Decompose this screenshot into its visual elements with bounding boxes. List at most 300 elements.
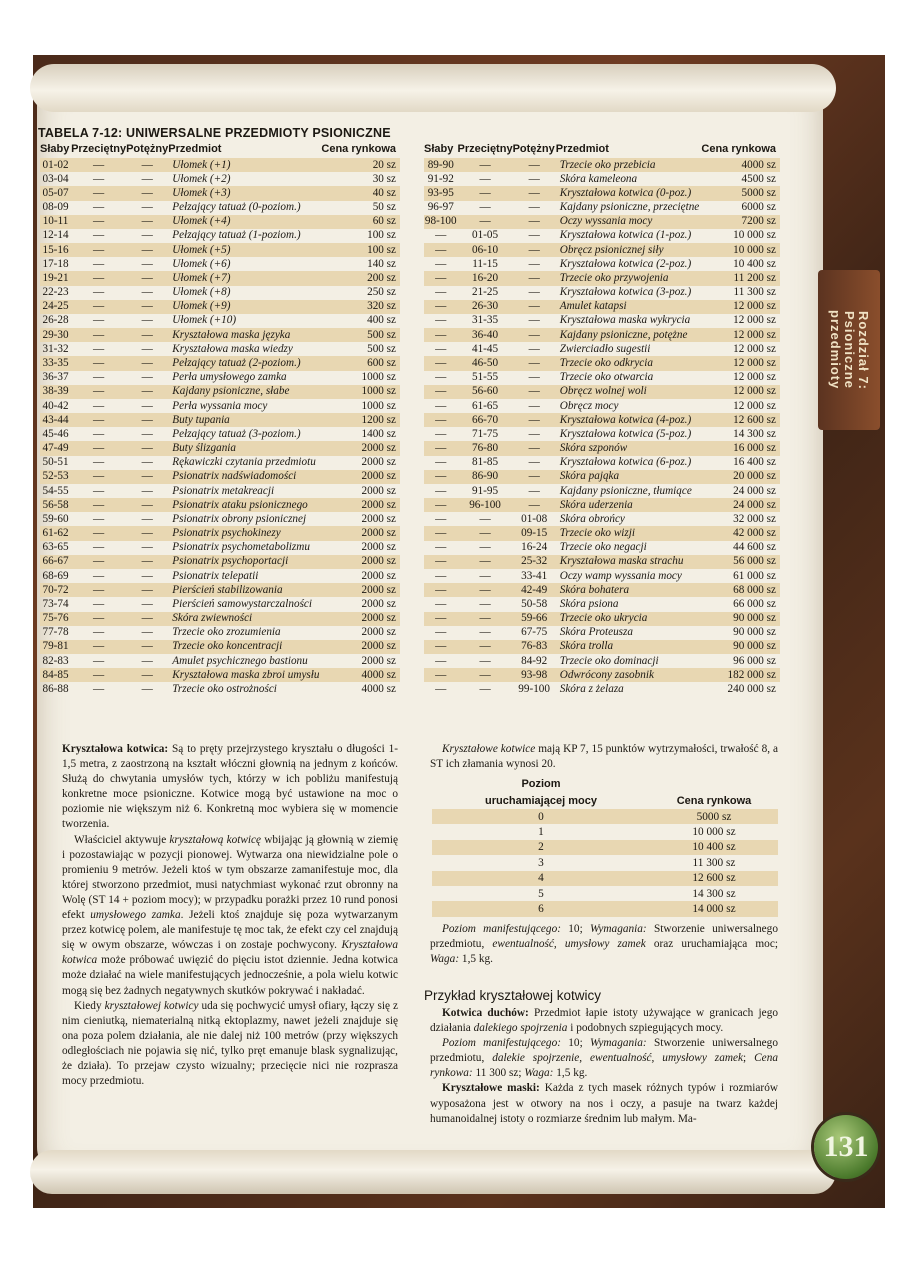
roll-medium: — <box>458 583 513 597</box>
roll-medium: 06-10 <box>458 243 513 257</box>
roll-strong: — <box>126 612 168 626</box>
roll-medium: 31-35 <box>471 314 499 327</box>
table-row <box>40 342 400 356</box>
table-row <box>432 840 778 855</box>
roll-medium: 71-75 <box>471 427 499 440</box>
roll-weak: 52-53 <box>40 470 71 484</box>
table-row <box>432 901 778 916</box>
text: Stworzenie uniwersalnego przedmiotu, <box>430 923 778 951</box>
item-name: Oczy wamp wyssania mocy <box>559 569 682 582</box>
item-name: Kryształowa kotwica (3-poz.) <box>559 286 692 299</box>
roll-strong: — <box>141 541 153 554</box>
table-row <box>432 809 778 824</box>
roll-medium: — <box>92 257 105 270</box>
item-price: 320 sz <box>321 300 400 314</box>
roll-weak: 22-23 <box>42 286 69 299</box>
table-row <box>40 300 400 314</box>
roll-strong: — <box>141 654 153 667</box>
item-name: Trzecie oko ostrożności <box>172 682 277 695</box>
roll-weak: 70-72 <box>40 583 71 597</box>
level-level: 2 <box>432 840 650 855</box>
table-row <box>424 597 780 611</box>
table-row <box>424 484 780 498</box>
roll-weak: 91-92 <box>427 172 454 185</box>
text: umysłowego zamka <box>90 909 181 922</box>
table-row <box>424 399 780 413</box>
item-price: 66 000 sz <box>733 597 776 610</box>
table-row <box>424 612 780 626</box>
item-name: Amulet psychicznego bastionu <box>172 654 308 667</box>
roll-weak: — <box>424 300 458 314</box>
item-name: Ułomek (+2) <box>172 172 231 185</box>
table-row <box>424 257 780 271</box>
table-row <box>40 158 400 172</box>
table-row <box>424 640 780 654</box>
roll-strong: — <box>528 484 540 497</box>
table-row <box>40 512 400 526</box>
table-row <box>424 271 780 285</box>
item-name: Skóra bohatera <box>556 583 702 597</box>
item-name: Ułomek (+8) <box>172 286 231 299</box>
item-price: 4000 sz <box>361 682 396 695</box>
roll-weak: — <box>424 668 458 682</box>
roll-weak: — <box>435 314 447 327</box>
item-name: Trzecie oko wizji <box>556 526 702 540</box>
text: uda się pochwycić umysł ofiary, łączy się z nim cieniutką, niematerialną nitką ektoplazmy, nawet jeżeli znajduje się ona poza polem działania, ale nie dalej niż 100 metrów (przy większych odległościach nie pojawia się nić, tylko pręt emanuje blask sygnalizując, że działa). To przejaw czysto wizualny; przecięcie nici nie rozprasza mocy przedmiotu. <box>62 999 398 1088</box>
table-row <box>40 541 400 555</box>
table-row <box>40 456 400 470</box>
text: ; <box>743 1052 755 1065</box>
item-name: Pełzający tatuaż (1-poziom.) <box>172 229 301 242</box>
table-title: TABELA 7-12: UNIWERSALNE PRZEDMIOTY PSIONICZNE <box>38 126 391 140</box>
table-row <box>40 441 400 455</box>
left-prose <box>62 742 398 1089</box>
roll-strong: 67-75 <box>521 626 548 639</box>
paragraph <box>430 922 778 967</box>
table-row <box>40 371 400 385</box>
roll-strong: 93-98 <box>513 668 556 682</box>
roll-strong: — <box>513 385 556 399</box>
table-row <box>424 215 780 229</box>
item-name: Psionatrix ataku psionicznego <box>168 498 321 512</box>
item-price: 32 000 sz <box>733 512 776 525</box>
item-name: Pełzający tatuaż (2-poziom.) <box>168 356 321 370</box>
item-price: 1200 sz <box>321 413 400 427</box>
item-price: 2000 sz <box>361 597 396 610</box>
roll-medium: — <box>92 541 105 554</box>
table-row <box>424 201 780 215</box>
roll-weak: 47-49 <box>40 441 71 455</box>
section-heading: Przykład kryształowej kotwicy <box>424 988 602 1003</box>
item-name: Skóra zwiewności <box>168 612 321 626</box>
item-name: Perła wyssania mocy <box>172 399 268 412</box>
roll-strong: — <box>126 158 168 172</box>
item-price: 12 000 sz <box>701 328 780 342</box>
roll-weak: 54-55 <box>42 484 69 497</box>
text: Wymagania: <box>590 1037 647 1050</box>
paragraph <box>62 999 398 1090</box>
roll-medium: — <box>458 612 513 626</box>
item-price: 2000 sz <box>321 526 400 540</box>
table-row <box>40 640 400 654</box>
text: 10; <box>560 923 590 935</box>
table-row <box>40 257 400 271</box>
text: Stworzenie uniwersalnego przedmiotu, <box>430 1037 778 1065</box>
roll-weak: — <box>435 484 447 497</box>
chapter-label: Rozdział 7: Psioniczne przedmioty <box>828 310 871 390</box>
item-name: Kajdany psioniczne, słabe <box>168 385 321 399</box>
item-name: Ułomek (+10) <box>172 314 237 327</box>
roll-strong: — <box>513 243 556 257</box>
table-row <box>40 498 400 512</box>
table-row <box>40 172 400 186</box>
roll-weak: — <box>424 555 458 569</box>
table-row <box>424 342 780 356</box>
text: Cena rynkowa: <box>430 1052 778 1080</box>
roll-weak: 73-74 <box>42 597 69 610</box>
item-price: 2000 sz <box>321 640 400 654</box>
roll-strong: — <box>141 456 153 469</box>
item-price: 12 000 sz <box>733 314 776 327</box>
item-name: Kryształowa kotwica (2-poz.) <box>559 257 692 270</box>
table-row <box>40 569 400 583</box>
roll-strong: — <box>141 597 153 610</box>
roll-strong: — <box>528 342 540 355</box>
roll-strong: — <box>528 456 540 469</box>
roll-weak: — <box>435 456 447 469</box>
item-name: Trzecie oko dominacji <box>559 654 659 667</box>
roll-medium: 56-60 <box>458 385 513 399</box>
text: Kryształowe kotwice <box>442 743 536 755</box>
paragraph <box>430 1036 778 1081</box>
roll-medium: — <box>71 186 126 200</box>
roll-medium: 96-100 <box>458 498 513 512</box>
roll-medium: — <box>92 229 105 242</box>
chapter-side-tab <box>818 270 880 430</box>
roll-weak: 01-02 <box>40 158 71 172</box>
item-price: 12 000 sz <box>701 356 780 370</box>
text: 1,5 kg. <box>459 953 493 966</box>
text: Kiedy <box>74 999 105 1012</box>
roll-weak: — <box>435 286 447 299</box>
text: 10; <box>560 1037 590 1050</box>
table-row <box>40 314 400 328</box>
text: może próbować uwięzić do pięciu istot dziennie. Jedna kotwica może działać na wiele manifestujących jednocześnie, a pola wielu kotwic mogą się bez żadnych negatywnych skutków pokrywać i nakładać. <box>62 954 398 997</box>
roll-medium: — <box>458 526 513 540</box>
table-row <box>424 441 780 455</box>
item-price: 11 300 sz <box>733 286 776 299</box>
roll-strong: — <box>513 328 556 342</box>
item-price: 12 000 sz <box>733 342 776 355</box>
item-price: 100 sz <box>367 229 396 242</box>
text: ewentualność, umysłowy zamek <box>492 938 646 951</box>
roll-medium: 41-45 <box>471 342 499 355</box>
text: Właściciel aktywuje <box>74 833 170 846</box>
roll-strong: 84-92 <box>521 654 548 667</box>
item-name: Ułomek (+5) <box>168 243 321 257</box>
roll-strong: — <box>513 470 556 484</box>
item-price: 10 000 sz <box>733 229 776 242</box>
item-name: Kajdany psioniczne, przeciętne <box>559 201 700 214</box>
roll-medium: — <box>92 654 105 667</box>
item-price: 4000 sz <box>321 668 400 682</box>
roll-medium: 36-40 <box>458 328 513 342</box>
col-level: Poziom <box>521 777 561 790</box>
item-price: 2000 sz <box>321 441 400 455</box>
roll-weak: — <box>424 356 458 370</box>
level-price: 14 300 sz <box>692 887 736 900</box>
roll-weak: — <box>435 342 447 355</box>
roll-weak: — <box>424 470 458 484</box>
level-table-wrap <box>432 775 778 917</box>
table-row <box>40 243 400 257</box>
item-price: 40 sz <box>321 186 400 200</box>
table-row <box>424 328 780 342</box>
roll-medium: — <box>92 399 105 412</box>
table-row <box>40 186 400 200</box>
table-row <box>424 569 780 583</box>
col-price: Cena rynkowa <box>321 143 396 155</box>
item-price: 1000 sz <box>361 399 396 412</box>
text: Wymagania: <box>590 923 647 935</box>
roll-weak: 96-97 <box>427 201 454 214</box>
item-price: 60 sz <box>321 215 400 229</box>
roll-strong: — <box>513 215 556 229</box>
item-price: 10 000 sz <box>701 243 780 257</box>
roll-medium: 21-25 <box>471 286 499 299</box>
roll-strong: 99-100 <box>518 682 550 695</box>
roll-medium: — <box>71 668 126 682</box>
item-price: 12 000 sz <box>701 385 780 399</box>
table-row <box>424 172 780 186</box>
table-row <box>424 498 780 512</box>
roll-medium: — <box>71 243 126 257</box>
item-price: 44 600 sz <box>733 541 776 554</box>
roll-medium: 46-50 <box>458 356 513 370</box>
roll-weak: 40-42 <box>42 399 69 412</box>
roll-strong: — <box>528 257 540 270</box>
roll-medium: — <box>92 286 105 299</box>
roll-weak: — <box>435 257 447 270</box>
roll-strong: — <box>141 342 153 355</box>
term-crystal-masks: Kryształowe maski: <box>442 1082 540 1095</box>
roll-weak: 17-18 <box>42 257 69 270</box>
item-price: 30 sz <box>372 172 396 185</box>
roll-strong: 59-66 <box>513 612 556 626</box>
roll-medium: — <box>71 583 126 597</box>
roll-weak: — <box>435 427 447 440</box>
col-medium: Przeciętny <box>71 143 127 155</box>
item-price: 2000 sz <box>321 555 400 569</box>
item-name: Skóra trolla <box>556 640 702 654</box>
roll-strong: — <box>141 201 153 214</box>
right-table-wrap <box>424 141 780 697</box>
roll-medium: — <box>458 640 513 654</box>
col-level-sub: uruchamiającej mocy <box>485 794 597 807</box>
roll-strong: — <box>141 286 153 299</box>
text: mają KP 7, 15 punktów wytrzymałości, trwałość 8, a ST ich złamania wynosi 20. <box>430 743 778 771</box>
item-name: Amulet katapsi <box>556 300 702 314</box>
roll-strong: — <box>513 441 556 455</box>
table-row <box>432 824 778 839</box>
table-row <box>424 526 780 540</box>
item-name: Trzecie oko przywojenia <box>556 271 702 285</box>
roll-medium: — <box>71 158 126 172</box>
left-table-wrap <box>40 141 400 697</box>
roll-strong: 25-32 <box>513 555 556 569</box>
roll-medium: — <box>458 668 513 682</box>
roll-strong: — <box>513 413 556 427</box>
table-row <box>40 356 400 370</box>
roll-weak: — <box>424 243 458 257</box>
roll-strong: — <box>126 470 168 484</box>
item-name: Skóra pająka <box>556 470 702 484</box>
item-price: 4000 sz <box>701 158 780 172</box>
roll-weak: — <box>435 682 447 695</box>
roll-strong: — <box>528 371 540 384</box>
item-name: Kryształowa kotwica (6-poz.) <box>559 456 692 469</box>
item-price: 2000 sz <box>361 541 396 554</box>
roll-medium: — <box>458 555 513 569</box>
roll-weak: — <box>424 271 458 285</box>
table-row <box>40 682 400 696</box>
table-row <box>424 470 780 484</box>
text: Przedmiot łapie istoty używające w granicach jego działania <box>430 1007 778 1035</box>
roll-medium: — <box>71 413 126 427</box>
item-price: 2000 sz <box>361 569 396 582</box>
level-price: 10 400 sz <box>650 840 778 855</box>
roll-strong: — <box>126 668 168 682</box>
items-table-left <box>40 141 400 697</box>
item-name: Zwierciadło sugestii <box>559 342 651 355</box>
roll-weak: 26-28 <box>42 314 69 327</box>
item-name: Kryształowa maska wiedzy <box>172 342 293 355</box>
roll-medium: — <box>92 342 105 355</box>
item-name: Buty tupania <box>168 413 321 427</box>
roll-medium: — <box>92 172 105 185</box>
paragraph <box>430 1006 778 1036</box>
roll-weak: — <box>424 413 458 427</box>
roll-weak: 66-67 <box>40 555 71 569</box>
table-row <box>40 271 400 285</box>
roll-weak: — <box>435 229 447 242</box>
roll-medium: — <box>92 626 105 639</box>
item-price: 7200 sz <box>701 215 780 229</box>
item-name: Trzecie oko odkrycia <box>556 356 702 370</box>
item-name: Psionatrix nadświadomości <box>168 470 321 484</box>
text: Waga: <box>524 1067 554 1080</box>
table-row <box>424 243 780 257</box>
item-name: Trzecie oko przebicia <box>556 158 702 172</box>
roll-strong: — <box>141 371 153 384</box>
item-name: Obręcz mocy <box>559 399 619 412</box>
table-row <box>40 229 400 243</box>
roll-medium: — <box>479 682 491 695</box>
roll-weak: 98-100 <box>424 215 457 228</box>
roll-medium: — <box>479 172 491 185</box>
item-name: Skóra kameleona <box>559 172 638 185</box>
roll-strong: 16-24 <box>521 541 548 554</box>
table-row <box>424 654 780 668</box>
roll-medium: 01-05 <box>471 229 499 242</box>
roll-medium: — <box>92 569 105 582</box>
item-price: 2000 sz <box>361 654 396 667</box>
roll-strong: — <box>528 172 540 185</box>
item-price: 24 000 sz <box>733 484 776 497</box>
item-name: Psionatrix obrony psionicznej <box>172 512 307 525</box>
table-row <box>424 583 780 597</box>
roll-strong: — <box>126 441 168 455</box>
roll-strong: — <box>513 300 556 314</box>
roll-weak: — <box>424 385 458 399</box>
item-price: 4500 sz <box>741 172 776 185</box>
item-name: Skóra uderzenia <box>556 498 702 512</box>
item-name: Psionatrix metakreacji <box>172 484 275 497</box>
item-price: 500 sz <box>321 328 400 342</box>
table-row <box>424 158 780 172</box>
col-weak: Słaby <box>40 143 70 155</box>
scroll-top-roll <box>30 64 836 112</box>
page-number: 131 <box>814 1115 878 1179</box>
roll-strong: — <box>126 328 168 342</box>
item-name: Skóra z żelaza <box>559 682 624 695</box>
item-price: 2000 sz <box>361 512 396 525</box>
roll-weak: 77-78 <box>42 626 69 639</box>
roll-medium: — <box>458 158 513 172</box>
table-row <box>424 555 780 569</box>
item-price: 2000 sz <box>321 498 400 512</box>
text: 1,5 kg. <box>553 1067 588 1080</box>
text: Są to pręty przejrzystego kryształu o długości 1-1,5 metra, z zaostrzoną na kształt włóczni głownią na jednym z końców. Służą do chwytania umysłów tych, którzy w ich pobliżu manifestują konkretne moce psioniczne. Kotwice mogą być ustawione na moc o poziomie nie większym niż 6. Konkretną moc wybiera się w momencie tworzenia. <box>62 743 398 831</box>
roll-medium: — <box>71 300 126 314</box>
item-price: 12 000 sz <box>733 399 776 412</box>
item-price: 20 000 sz <box>701 470 780 484</box>
roll-weak: 12-14 <box>42 229 69 242</box>
roll-strong: — <box>126 413 168 427</box>
item-name: Odwrócony zasobnik <box>556 668 702 682</box>
roll-medium: 76-80 <box>458 441 513 455</box>
item-name: Obręcz wolnej woli <box>556 385 702 399</box>
roll-weak: 38-39 <box>40 385 71 399</box>
col-medium: Przeciętny <box>457 143 513 155</box>
level-price: 14 000 sz <box>650 901 778 916</box>
roll-medium: — <box>71 498 126 512</box>
term-crystal-anchor: Kryształowa kotwica: <box>62 743 169 755</box>
roll-weak: — <box>424 498 458 512</box>
table-row <box>432 871 778 886</box>
item-name: Obręcz psionicznej siły <box>556 243 702 257</box>
table-row <box>424 456 780 470</box>
item-name: Psionatrix psychokinezy <box>168 526 321 540</box>
item-price: 11 200 sz <box>701 271 780 285</box>
roll-strong: 01-08 <box>521 512 548 525</box>
item-price: 68 000 sz <box>701 583 780 597</box>
roll-weak: 79-81 <box>40 640 71 654</box>
text: i podobnych szpiegujących mocy. <box>567 1022 724 1035</box>
table-row <box>40 385 400 399</box>
table-row <box>40 484 400 498</box>
text: Kryształowa kotwica <box>62 939 398 967</box>
table-row <box>40 470 400 484</box>
roll-strong: — <box>126 300 168 314</box>
item-price: 1000 sz <box>361 371 396 384</box>
roll-medium: 11-15 <box>472 257 498 270</box>
item-price: 12 600 sz <box>701 413 780 427</box>
item-price: 2000 sz <box>321 612 400 626</box>
level-level: 5 <box>538 887 544 900</box>
roll-weak: 10-11 <box>40 215 71 229</box>
roll-strong: 50-58 <box>521 597 548 610</box>
